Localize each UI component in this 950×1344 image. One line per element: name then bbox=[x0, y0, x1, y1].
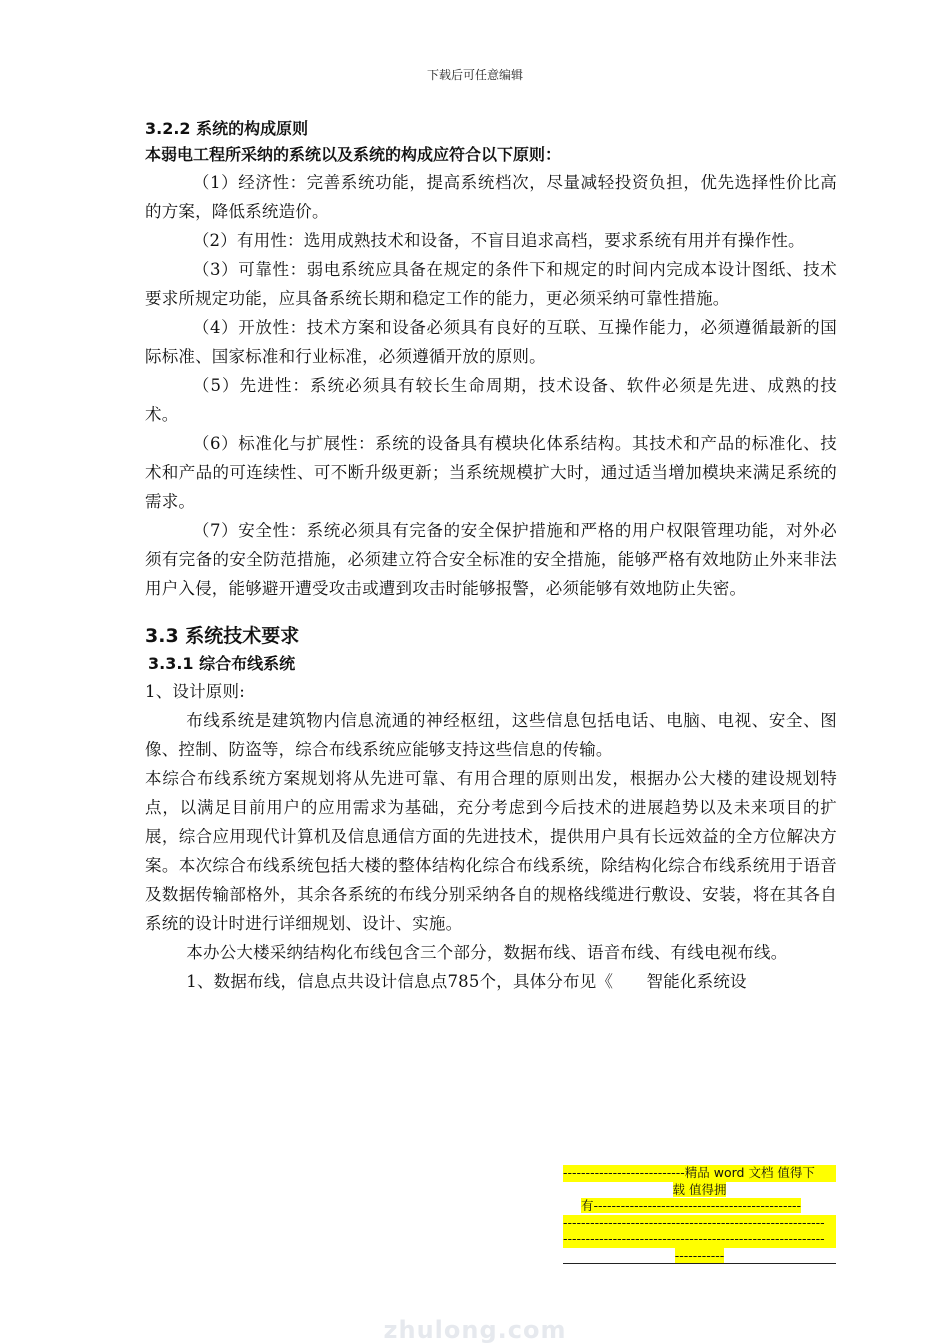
principle-usefulness: （2）有用性：选用成熟技术和设备，不盲目追求高档，要求系统有用并有操作性。 bbox=[192, 231, 805, 250]
principle-reliability: （3）可靠性：弱电系统应具备在规定的条件下和规定的时间内完成本设计图纸、技术要求所规定功能，应具备系统长期和稳定工作的能力，更必须采纳可靠性措施。 bbox=[145, 260, 837, 308]
principle-advancement: （5）先进性：系统必须具有较长生命周期，技术设备、软件必须是先进、成熟的技术。 bbox=[145, 376, 837, 424]
cabling-para-2: 本综合布线系统方案规划将从先进可靠、有用合理的原则出发，根据办公大楼的建设规划特点，以满足目前用户的应用需求为基础，充分考虑到今后技术的进展趋势以及未来项目的扩展，综合应用现代计算机及信息通信方面的先进技术，提供用户具有长远效益的全方位解决方案。本次综合布线系统包括大楼的整体结构化综合布线系统，除结构化综合布线系统用于语音及数据传输部格外，其余各系统的布线分别采纳各自的规格线缆进行敷设、安装，将在其各自系统的设计时进行详细规划、设计、实施。 bbox=[145, 769, 837, 933]
footer-highlight-box bbox=[563, 1165, 836, 1264]
section-heading-3-2-2: 3.2.2 系统的构成原则 bbox=[145, 119, 309, 138]
design-principle-label: 1、设计原则: bbox=[145, 682, 245, 701]
footer-line-5: ---------------------------------------------------------- bbox=[563, 1231, 836, 1248]
principle-economy: （1）经济性：完善系统功能，提高系统档次，尽量减轻投资负担，优先选择性价比高的方案，降低系统造价。 bbox=[145, 173, 837, 221]
footer-line-3: 有---------------------------------------------- bbox=[581, 1198, 801, 1213]
footer-line-1: ---------------------------精品 word 文档 值得下 bbox=[563, 1165, 836, 1182]
footer-line-2: 载 值得拥 bbox=[672, 1181, 727, 1197]
section-heading-3-3: 3.3 系统技术要求 bbox=[145, 625, 300, 647]
footer-line-6: ----------- bbox=[674, 1247, 725, 1263]
principle-security: （7）安全性：系统必须具有完备的安全保护措施和严格的用户权限管理功能，对外必须有完备的安全防范措施，必须建立符合安全标准的安全措施，能够严格有效地防止外来非法用户入侵，能够避开遭受攻击或遭到攻击时能够报警，必须能够有效地防止失密。 bbox=[145, 521, 837, 598]
document-body bbox=[145, 116, 837, 996]
principle-openness: （4）开放性：技术方案和设备必须具有良好的互联、互操作能力，必须遵循最新的国际标准、国家标准和行业标准，必须遵循开放的原则。 bbox=[145, 318, 837, 366]
section-heading-3-3-1: 3.3.1 综合布线系统 bbox=[148, 654, 296, 673]
footer-divider bbox=[563, 1263, 836, 1264]
principle-standardization: （6）标准化与扩展性：系统的设备具有模块化体系结构。其技术和产品的标准化、技术和产品的可连续性、可不断升级更新；当系统规模扩大时，通过适当增加模块来满足系统的需求。 bbox=[145, 434, 837, 511]
footer-line-4: ---------------------------------------------------------- bbox=[563, 1215, 836, 1232]
cabling-para-3: 本办公大楼采纳结构化布线包含三个部分，数据布线、语音布线、有线电视布线。 bbox=[186, 943, 788, 962]
page-header-note: 下载后可任意编辑 bbox=[426, 68, 523, 82]
section-lead-text: 本弱电工程所采纳的系统以及系统的构成应符合以下原则： bbox=[145, 145, 562, 164]
cabling-para-1: 布线系统是建筑物内信息流通的神经枢纽，这些信息包括电话、电脑、电视、安全、图像、控制、防盗等，综合布线系统应能够支持这些信息的传输。 bbox=[145, 711, 837, 759]
watermark-logo: zhulong.com bbox=[383, 1316, 567, 1344]
cabling-para-4: 1、数据布线，信息点共设计信息点785个，具体分布见《 智能化系统设 bbox=[186, 972, 747, 991]
